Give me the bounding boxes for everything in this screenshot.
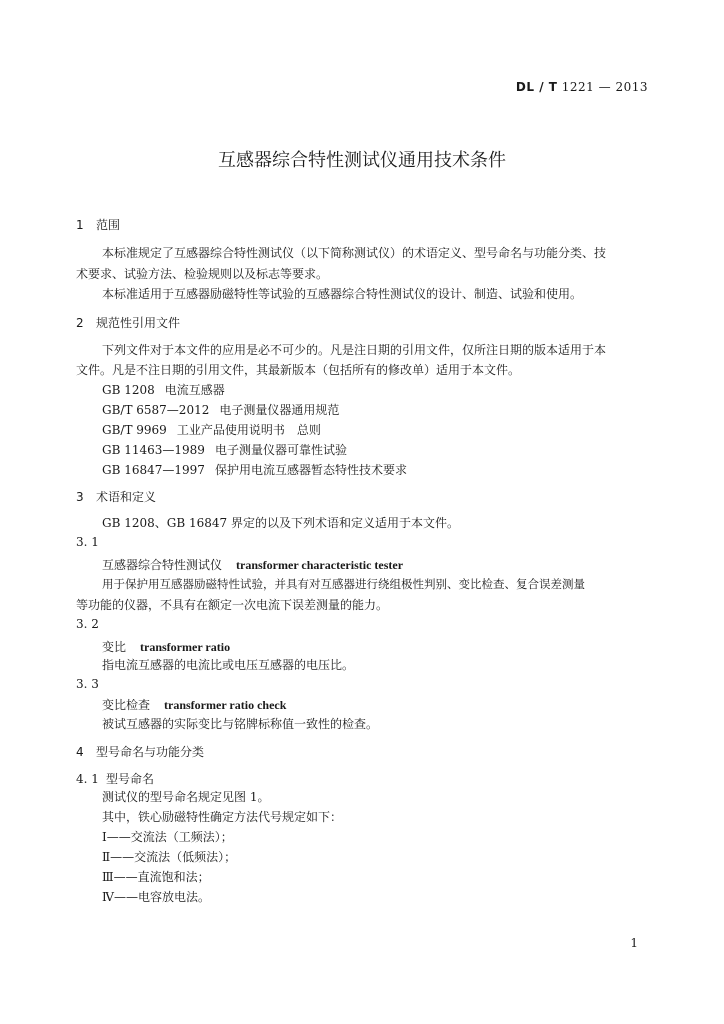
- reference-code: GB 11463—1989: [102, 443, 205, 457]
- reference-item: [102, 461, 407, 478]
- term-3-1-en: transformer characteristic tester: [236, 558, 404, 572]
- term-3-3-cn: 变比检查: [102, 698, 151, 712]
- page-number: 1: [630, 936, 638, 950]
- reference-name: 电子测量仪器通用规范: [219, 403, 340, 417]
- reference-item: [102, 381, 225, 398]
- section-1-paragraph-1b: 术要求、试验方法、检验规则以及标志等要求。: [76, 267, 329, 281]
- reference-item: [102, 441, 347, 458]
- section-4-number: 4: [76, 745, 84, 759]
- reference-name: 电流互感器: [164, 383, 225, 397]
- term-3-3-definition: 被试互感器的实际变比与铭牌标称值一致性的检查。: [102, 717, 379, 731]
- section-1-paragraph-2: 本标准适用于互感器励磁特性等试验的互感器综合特性测试仪的设计、制造、试验和使用。: [102, 287, 583, 301]
- term-3-3-en: transformer ratio check: [164, 698, 287, 712]
- section-2-heading: [76, 314, 180, 331]
- term-3-3-number: 3. 3: [76, 677, 99, 691]
- term-3-1-definition-b: 等功能的仪器，不具有在额定一次电流下误差测量的能力。: [76, 598, 389, 612]
- term-3-1-cn: 互感器综合特性测试仪: [102, 558, 223, 572]
- reference-item: [102, 421, 321, 438]
- section-1-title: 范围: [96, 218, 121, 232]
- section-4-heading: [76, 743, 204, 760]
- subsection-4-1-line-1: 测试仪的型号命名规定见图 1。: [102, 790, 270, 804]
- standard-number: 1221 — 2013: [561, 80, 648, 94]
- reference-code: GB/T 9969: [102, 423, 167, 437]
- term-3-1-heading: [102, 556, 403, 573]
- term-3-1-definition-a: 用于保护用互感器励磁特性试验，并具有对互感器进行绕组极性判别、变比检查、复合误差测量: [102, 577, 585, 591]
- term-3-1-number: 3. 1: [76, 535, 99, 549]
- method-item: Ⅳ——电容放电法。: [102, 890, 210, 904]
- term-3-3-heading: [102, 696, 286, 713]
- section-2-number: 2: [76, 316, 84, 330]
- reference-code: GB 1208: [102, 383, 155, 397]
- reference-name: 电子测量仪器可靠性试验: [214, 443, 347, 457]
- section-1-heading: [76, 216, 120, 233]
- reference-name: 工业产品使用说明书 总则: [176, 423, 321, 437]
- subsection-4-1-number: 4. 1: [76, 772, 99, 786]
- subsection-4-1-heading: [76, 770, 154, 787]
- method-item: Ⅲ——直流饱和法；: [102, 870, 210, 884]
- term-3-2-cn: 变比: [102, 640, 127, 654]
- method-item: Ⅰ——交流法（工频法）；: [102, 830, 233, 844]
- standard-code: DL / T: [515, 80, 558, 94]
- document-title: 互感器综合特性测试仪通用技术条件: [218, 150, 506, 171]
- section-1-number: 1: [76, 218, 84, 232]
- section-3-number: 3: [76, 490, 84, 504]
- term-3-2-number: 3. 2: [76, 617, 99, 631]
- section-1-paragraph-1a: 本标准规定了互感器综合特性测试仪（以下简称测试仪）的术语定义、型号命名与功能分类、技: [102, 246, 607, 260]
- method-item: Ⅱ——交流法（低频法）；: [102, 850, 237, 864]
- reference-code: GB/T 6587—2012: [102, 403, 210, 417]
- term-3-2-definition: 指电流互感器的电流比或电压互感器的电压比。: [102, 658, 355, 672]
- standard-header: [516, 80, 648, 94]
- section-2-paragraph-1a: 下列文件对于本文件的应用是必不可少的。凡是注日期的引用文件，仅所注日期的版本适用于本: [102, 343, 607, 357]
- subsection-4-1-line-2: 其中，铁心励磁特性确定方法代号规定如下：: [102, 810, 343, 824]
- reference-code: GB 16847—1997: [102, 463, 205, 477]
- section-3-heading: [76, 488, 156, 505]
- section-3-title: 术语和定义: [96, 490, 157, 504]
- subsection-4-1-title: 型号命名: [106, 772, 155, 786]
- reference-item: [102, 401, 339, 418]
- section-3-intro: GB 1208、GB 16847 界定的以及下列术语和定义适用于本文件。: [102, 516, 459, 530]
- term-3-2-heading: [102, 638, 230, 655]
- reference-name: 保护用电流互感器暂态特性技术要求: [214, 463, 407, 477]
- section-2-title: 规范性引用文件: [96, 316, 181, 330]
- section-2-paragraph-1b: 文件。凡是不注日期的引用文件，其最新版本（包括所有的修改单）适用于本文件。: [76, 363, 521, 377]
- term-3-2-en: transformer ratio: [140, 640, 231, 654]
- section-4-title: 型号命名与功能分类: [96, 745, 205, 759]
